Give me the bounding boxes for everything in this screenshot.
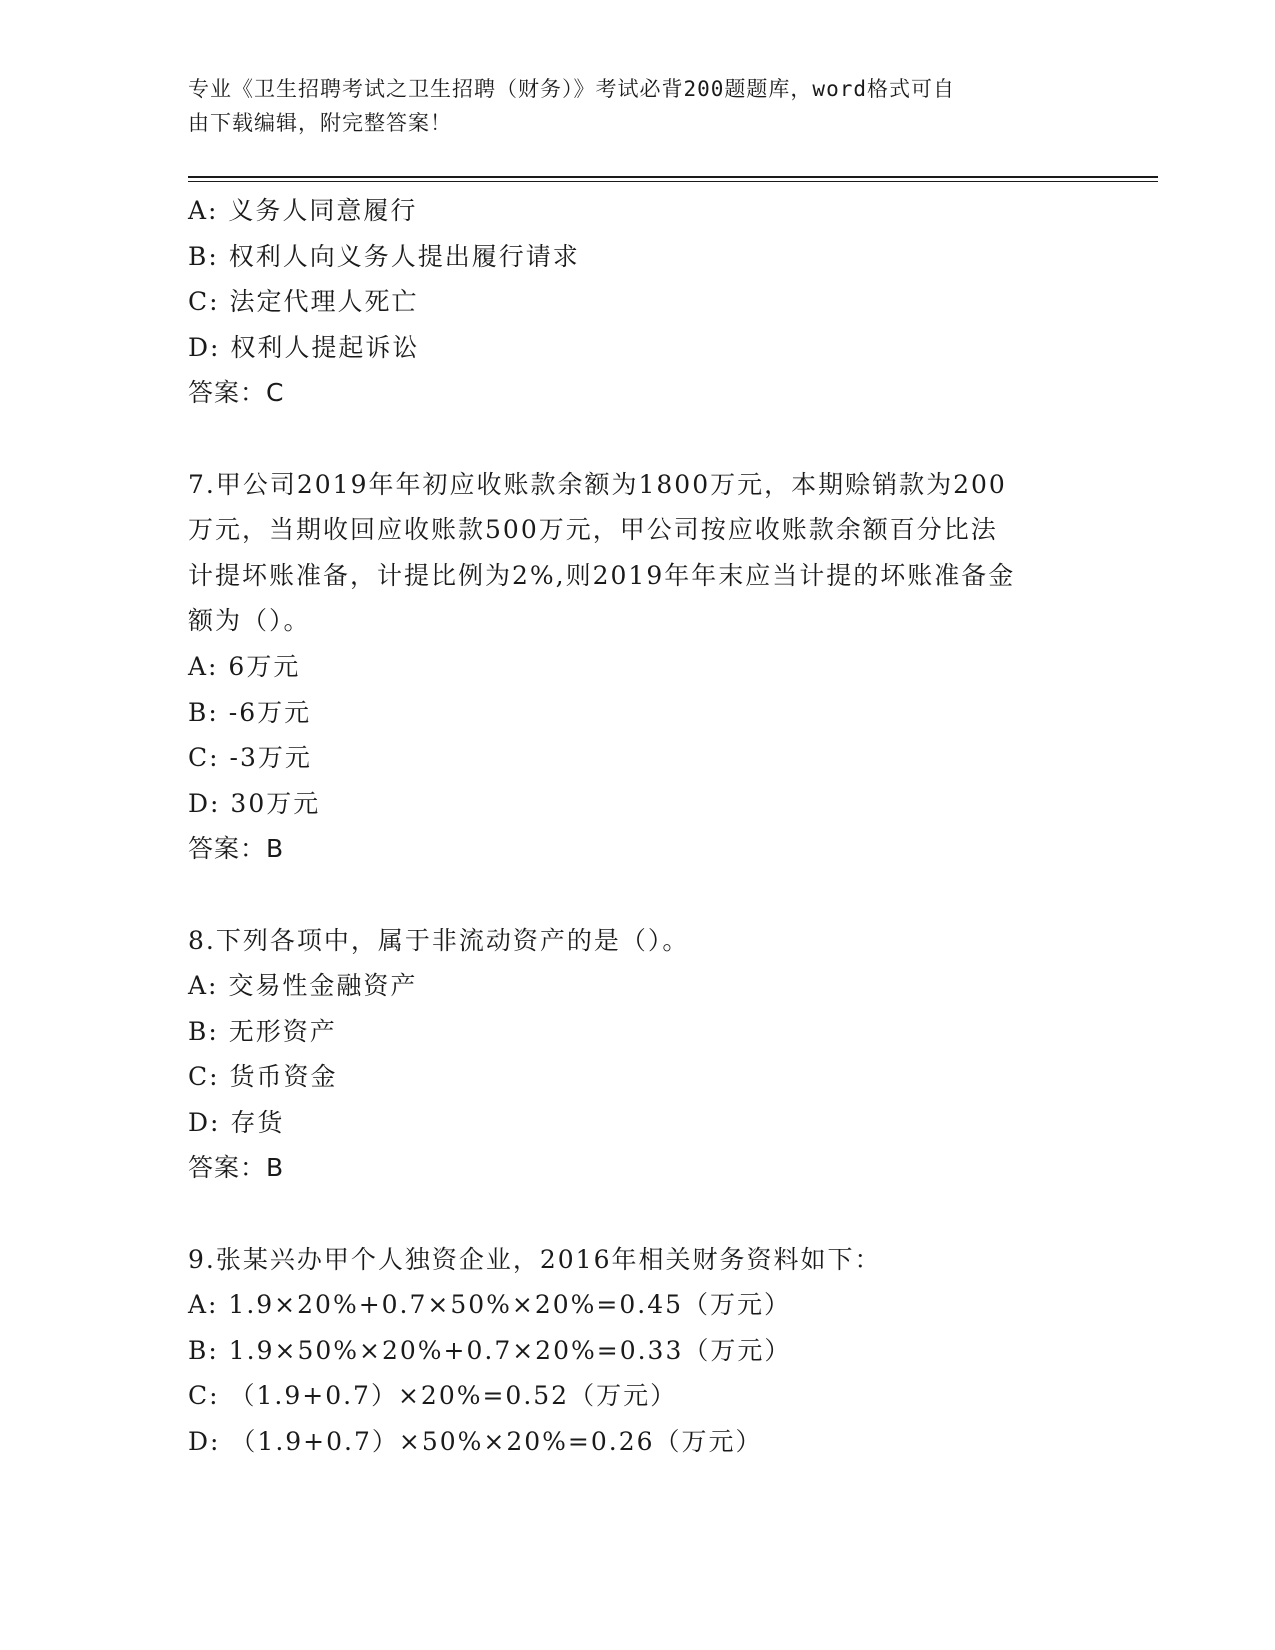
option-b: B: 权利人向义务人提出履行请求	[188, 241, 580, 271]
spacer	[188, 872, 1088, 918]
question-stem-line-4: 额为（）。	[188, 606, 311, 636]
header-line-2: 由下载编辑，附完整答案！	[188, 111, 452, 135]
option-d: D: 权利人提起诉讼	[188, 332, 420, 362]
option-c: C: （1.9+0.7）×20%=0.52（万元）	[188, 1381, 678, 1411]
option-a: A: 义务人同意履行	[188, 196, 418, 225]
header-line-1: 专业《卫生招聘考试之卫生招聘（财务）》考试必背200题题库，word格式可自	[188, 77, 955, 101]
option-b: B: -6万元	[188, 697, 312, 727]
spacer	[188, 416, 1088, 462]
header-divider-thin	[188, 181, 1158, 182]
question-6	[188, 188, 1088, 416]
question-9	[188, 1237, 1088, 1465]
document-header	[188, 72, 1068, 140]
question-stem: 8.下列各项中，属于非流动资产的是（）。	[188, 925, 690, 955]
question-stem-line-1: 7.甲公司2019年年初应收账款余额为1800万元，本期赊销款为200	[188, 469, 1007, 499]
header-divider-thick	[188, 176, 1158, 178]
option-c: C: 法定代理人死亡	[188, 287, 419, 317]
option-a: A: 6万元	[188, 651, 301, 681]
question-stem-line-2: 万元，当期收回应收账款500万元，甲公司按应收账款余额百分比法	[188, 515, 998, 545]
option-a: A: 1.9×20%+0.7×50%×20%=0.45（万元）	[188, 1290, 792, 1320]
option-a: A: 交易性金融资产	[188, 971, 418, 1001]
option-d: D: 30万元	[188, 788, 321, 818]
question-stem: 9.张某兴办甲个人独资企业，2016年相关财务资料如下：	[188, 1244, 882, 1274]
option-b: B: 无形资产	[188, 1016, 337, 1046]
answer: 答案：B	[188, 834, 285, 864]
option-d: D: 存货	[188, 1107, 285, 1137]
question-8	[188, 918, 1088, 1192]
spacer	[188, 1191, 1088, 1237]
option-d: D: （1.9+0.7）×50%×20%=0.26（万元）	[188, 1427, 763, 1457]
question-list	[188, 188, 1088, 1465]
answer: 答案：C	[188, 378, 285, 408]
answer: 答案：B	[188, 1153, 285, 1183]
question-7	[188, 462, 1088, 872]
question-stem-line-3: 计提坏账准备，计提比例为2%,则2019年年末应当计提的坏账准备金	[188, 560, 1016, 590]
option-c: C: -3万元	[188, 743, 312, 773]
option-c: C: 货币资金	[188, 1062, 338, 1092]
option-b: B: 1.9×50%×20%+0.7×20%=0.33（万元）	[188, 1335, 792, 1365]
